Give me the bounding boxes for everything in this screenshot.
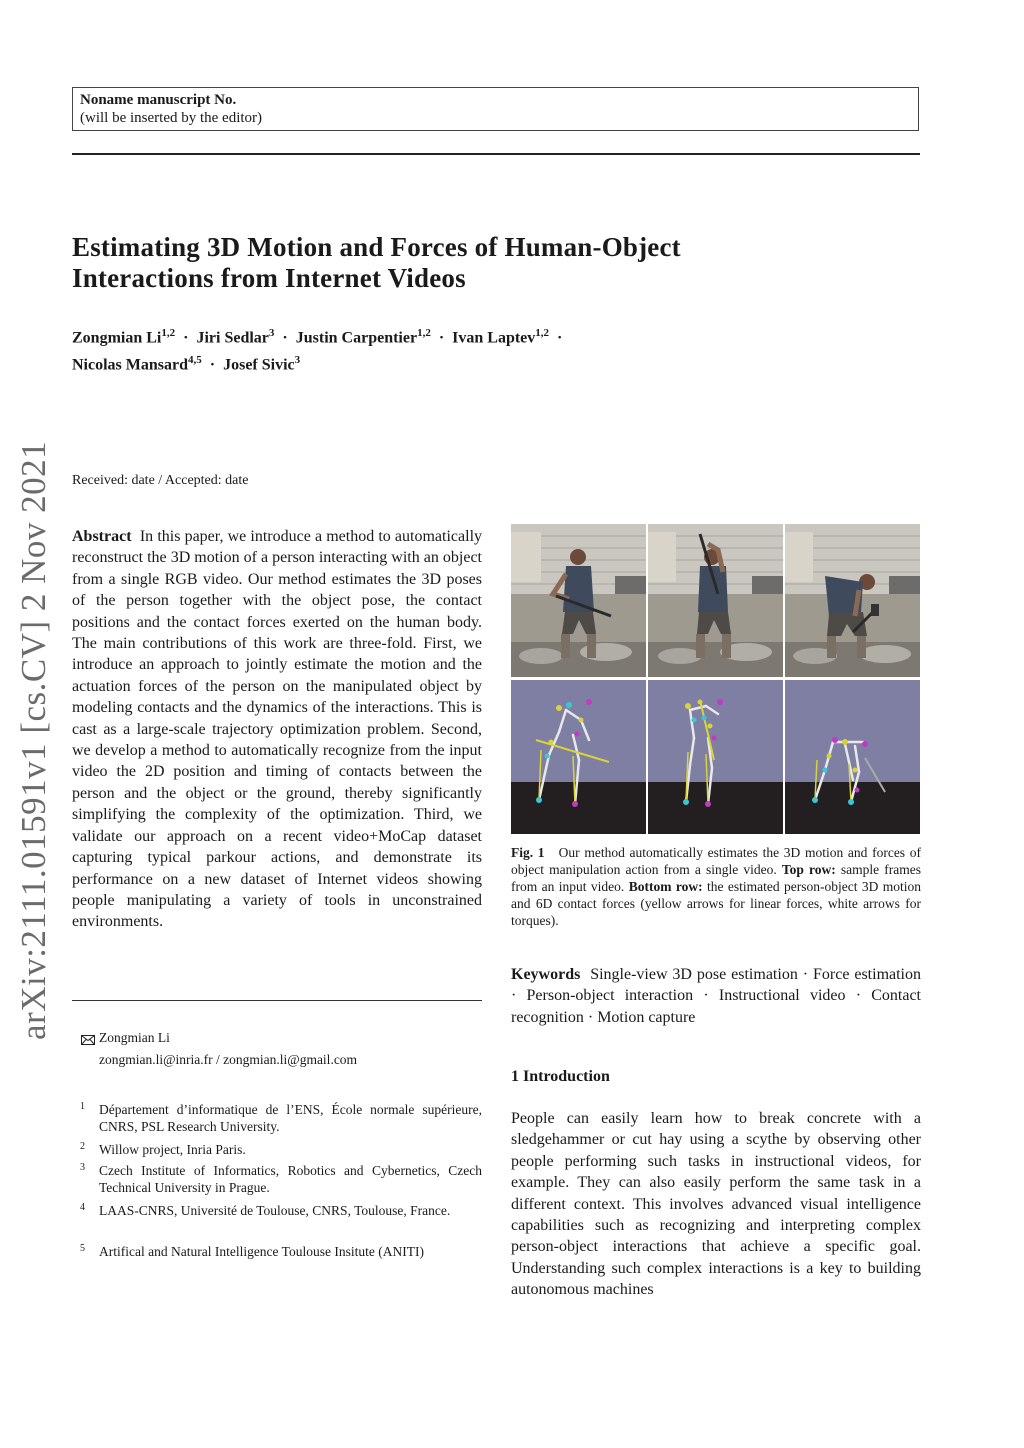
affiliation-text: Département d’informatique de l’ENS, École normale supérieure, CNRS, PSL Research University.: [99, 1102, 482, 1134]
author-line-2: [72, 349, 932, 376]
abstract-text: In this paper, we introduce a method to automatically reconstruct the 3D motion of a person interacting with an object from a single RGB video. Our method estimates the 3D poses of the person together with the object pose, the contact positions and the contact forces exerted on the human body. The main contributions of this work are three-fold. First, we introduce an approach to jointly estimate the motion and the actuation forces of the person on the manipulated object by modeling contacts and the dynamics of the interactions. This is cast as a large-scale trajectory optimization problem. Second, we develop a method to automatically recognize from the input video the 2D position and timing of contacts between the person and the object or the ground, thereby significantly simplifying the complexity of the optimization. Third, we validate our approach on a recent video+MoCap dataset capturing typical parkour actions, and demonstrate its performance on a new dataset of Internet videos showing people manipulating a variety of tools in unconstrained environments.: [72, 528, 483, 931]
affiliation-text: Artifical and Natural Intelligence Toulouse Insitute (ANITI): [99, 1244, 424, 1259]
keywords-label: Keywords: [511, 966, 581, 983]
paper-title: [72, 232, 932, 294]
author-separator: ·: [438, 329, 445, 347]
author-affiliation: 1,2: [161, 327, 176, 339]
correspondence-email: zongmian.li@inria.fr / zongmian.li@gmail.com: [99, 1052, 358, 1067]
video-frame-3: [785, 524, 920, 677]
affiliation-number: 5: [80, 1243, 85, 1254]
introduction-text: People can easily learn how to break concrete with a sledgehammer or cut hay using a scythe by observing other people performing such tasks in instructional videos, for example. They can also easily perform the same task in a different context. This involves advanced visual intelligence capabilities such as recognizing and interpreting complex person-object interactions that achieve a specific goal. Understanding such complex interactions is a key to building autonomous machines: [511, 1110, 921, 1299]
arxiv-stamp: arXiv:2111.01591v1 [cs.CV] 2 Nov 2021: [14, 440, 53, 1040]
correspondence-name: Zongmian Li: [99, 1030, 170, 1045]
author-affiliation: 3: [268, 327, 275, 339]
author-affiliation: 3: [294, 354, 301, 367]
author-separator: ·: [557, 329, 563, 347]
header-rule: [72, 153, 920, 155]
render-frame-1: [511, 680, 646, 834]
section-heading: 1 Introduction: [511, 1068, 610, 1085]
title-line-2: Interactions from Internet Videos: [72, 263, 466, 293]
author-name: Jiri Sedlar: [196, 329, 269, 347]
manuscript-header-box: [72, 87, 919, 131]
figure-label: Fig. 1: [511, 845, 545, 860]
author-name: Josef Sivic: [223, 356, 295, 374]
manuscript-number: Noname manuscript No.: [80, 92, 237, 108]
author-name: Justin Carpentier: [295, 329, 418, 347]
affiliation-text: LAAS-CNRS, Université de Toulouse, CNRS, Toulouse, France.: [99, 1203, 451, 1218]
abstract: [72, 526, 482, 933]
envelope-icon: [81, 1032, 95, 1049]
author-affiliation: 4,5: [188, 354, 202, 367]
author-separator: ·: [183, 329, 189, 347]
author-name: Zongmian Li: [72, 329, 162, 347]
figure-1: [511, 524, 920, 834]
caption-part-a: Our method automatically estimates the 3D motion and forces of object manipulation action from a single video.: [511, 845, 921, 877]
author-separator: ·: [282, 329, 288, 347]
keywords: [511, 964, 921, 1028]
video-frame-1: [511, 524, 646, 677]
video-frame-2: [648, 524, 783, 677]
author-list: [72, 322, 932, 377]
figure-caption: [511, 844, 921, 929]
caption-part-c: the estimated person-object 3D motion and 6D contact forces (yellow arrows for linear forces, white arrows for torques).: [511, 879, 922, 928]
editor-note: (will be inserted by the editor): [80, 110, 263, 126]
keywords-text: Single-view 3D pose estimation · Force estimation · Person-object interaction · Instructional video · Contact recognition · Motion capture: [511, 966, 922, 1026]
author-name: Nicolas Mansard: [72, 356, 188, 374]
footnote-rule: [72, 1000, 482, 1001]
received-date: Received: date / Accepted: date: [72, 473, 249, 488]
affiliation-number: 4: [80, 1202, 85, 1213]
title-line-1: Estimating 3D Motion and Forces of Human-Object: [72, 232, 681, 262]
caption-part-b: sample frames from an input video.: [511, 862, 922, 894]
affiliation-number: 3: [80, 1162, 85, 1173]
affiliation-text: Willow project, Inria Paris.: [99, 1142, 246, 1157]
affiliation-text: Czech Institute of Informatics, Robotics and Cybernetics, Czech Technical University in Prague.: [99, 1163, 482, 1195]
author-separator: ·: [209, 356, 216, 374]
render-frame-3: [785, 680, 920, 834]
author-name: Ivan Laptev: [452, 329, 536, 347]
top-row-label: Top row:: [781, 862, 836, 877]
abstract-label: Abstract: [72, 528, 132, 545]
render-frame-2: [648, 680, 783, 834]
affiliation-number: 2: [80, 1141, 85, 1152]
author-affiliation: 1,2: [535, 327, 550, 339]
bottom-row-label: Bottom row:: [628, 879, 703, 894]
affiliation-number: 1: [80, 1101, 85, 1112]
author-line-1: [72, 322, 932, 349]
author-affiliation: 1,2: [417, 327, 431, 339]
